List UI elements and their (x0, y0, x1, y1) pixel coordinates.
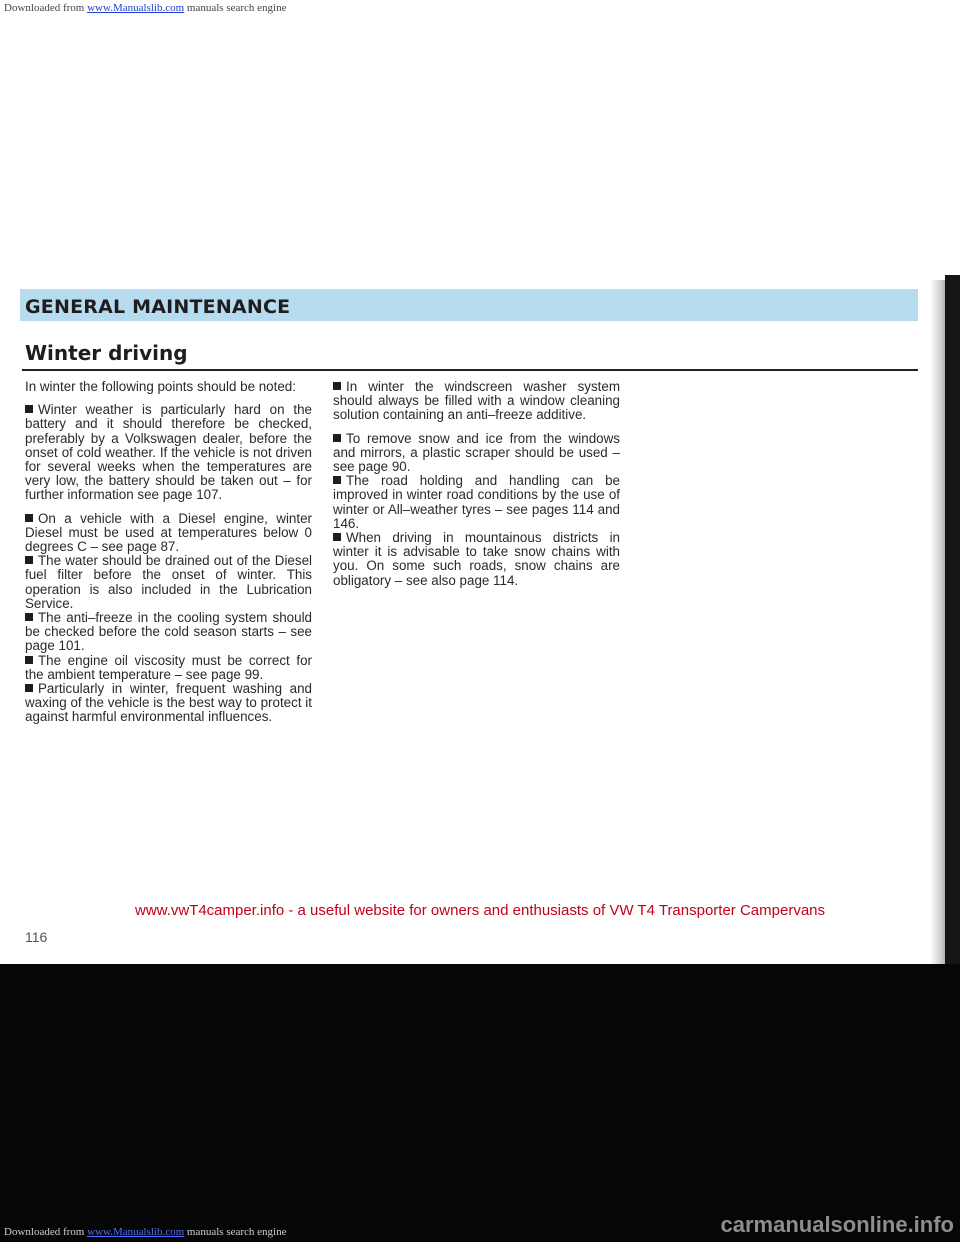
bullet-icon (25, 405, 33, 413)
list-item-text: The road holding and handling can be improved in winter road conditions by the use of winter or All–weather tyres – see pages 114 and 146. (333, 473, 620, 531)
list-item-text: In winter the windscreen washer system should always be filled with a window cleaning solution containing an anti–freeze additive. (333, 379, 620, 423)
list-item (25, 654, 312, 682)
list-item-text: Winter weather is particularly hard on the battery and it should therefore be checked, preferably by a Volkswagen dealer, before the onset of cold weather. If the vehicle is not driven for several weeks when the temperatures are very low, the battery should be taken out – for further information see page 107. (25, 402, 312, 503)
bullet-icon (333, 476, 341, 484)
intro-paragraph: In winter the following points should be noted: (25, 379, 296, 394)
list-item-text: Particularly in winter, frequent washing and waxing of the vehicle is the best way to protect it against harmful environmental influences. (25, 681, 312, 725)
list-item-text: When driving in mountainous districts in winter it is advisable to take snow chains with you. On some such roads, snow chains are obligatory – see also page 114. (333, 530, 620, 588)
left-column (25, 380, 312, 725)
bullet-icon (333, 533, 341, 541)
list-item (25, 682, 312, 725)
scan-background (0, 964, 960, 1242)
download-prefix: Downloaded from (4, 2, 88, 14)
list-item-text: On a vehicle with a Diesel engine, winter Diesel must be used at temperatures below 0 degrees C – see page 87. (25, 510, 312, 555)
list-item (333, 380, 620, 423)
list-item (333, 432, 620, 475)
download-footer (4, 1226, 286, 1238)
list-item-text: The engine oil viscosity must be correct for the ambient temperature – see page 99. (25, 652, 312, 682)
bullet-icon (25, 556, 33, 564)
manualslib-link[interactable]: www.Manualslib.com (87, 1226, 185, 1238)
bullet-icon (333, 434, 341, 442)
list-item-text: The water should be drained out of the Diesel fuel filter before the onset of winter. This operation is also included in the Lubrication Service. (25, 553, 312, 611)
download-suffix: manuals search engine (184, 1226, 287, 1238)
bullet-icon (25, 684, 33, 692)
bullet-icon (25, 656, 33, 664)
list-item (333, 474, 620, 531)
list-item-text: To remove snow and ice from the windows and mirrors, a plastic scraper should be used – see page 90. (333, 430, 620, 475)
download-header (0, 0, 960, 16)
bullet-icon (25, 613, 33, 621)
page-edge (945, 275, 960, 965)
list-item (25, 512, 312, 555)
watermark: carmanualsonline.info (720, 1212, 954, 1237)
bullet-icon (25, 514, 33, 522)
footer-website-link[interactable]: www.vwT4camper.info - a useful website for owners and enthusiasts of VW T4 Transporter Campervans (134, 902, 826, 919)
list-item (25, 554, 312, 611)
page-number: 116 (25, 929, 48, 945)
download-prefix: Downloaded from (4, 1226, 88, 1238)
bullet-icon (333, 382, 341, 390)
manualslib-link[interactable]: www.Manualslib.com (87, 2, 185, 14)
list-item (25, 611, 312, 654)
section-title: GENERAL MAINTENANCE (25, 296, 291, 318)
list-item (333, 531, 620, 588)
heading-rule (22, 369, 918, 371)
list-item (25, 403, 312, 502)
download-suffix: manuals search engine (184, 2, 287, 14)
page-heading: Winter driving (25, 341, 188, 365)
right-column (333, 380, 620, 588)
list-item-text: The anti–freeze in the cooling system should be checked before the cold season starts – see page 101. (25, 610, 312, 654)
